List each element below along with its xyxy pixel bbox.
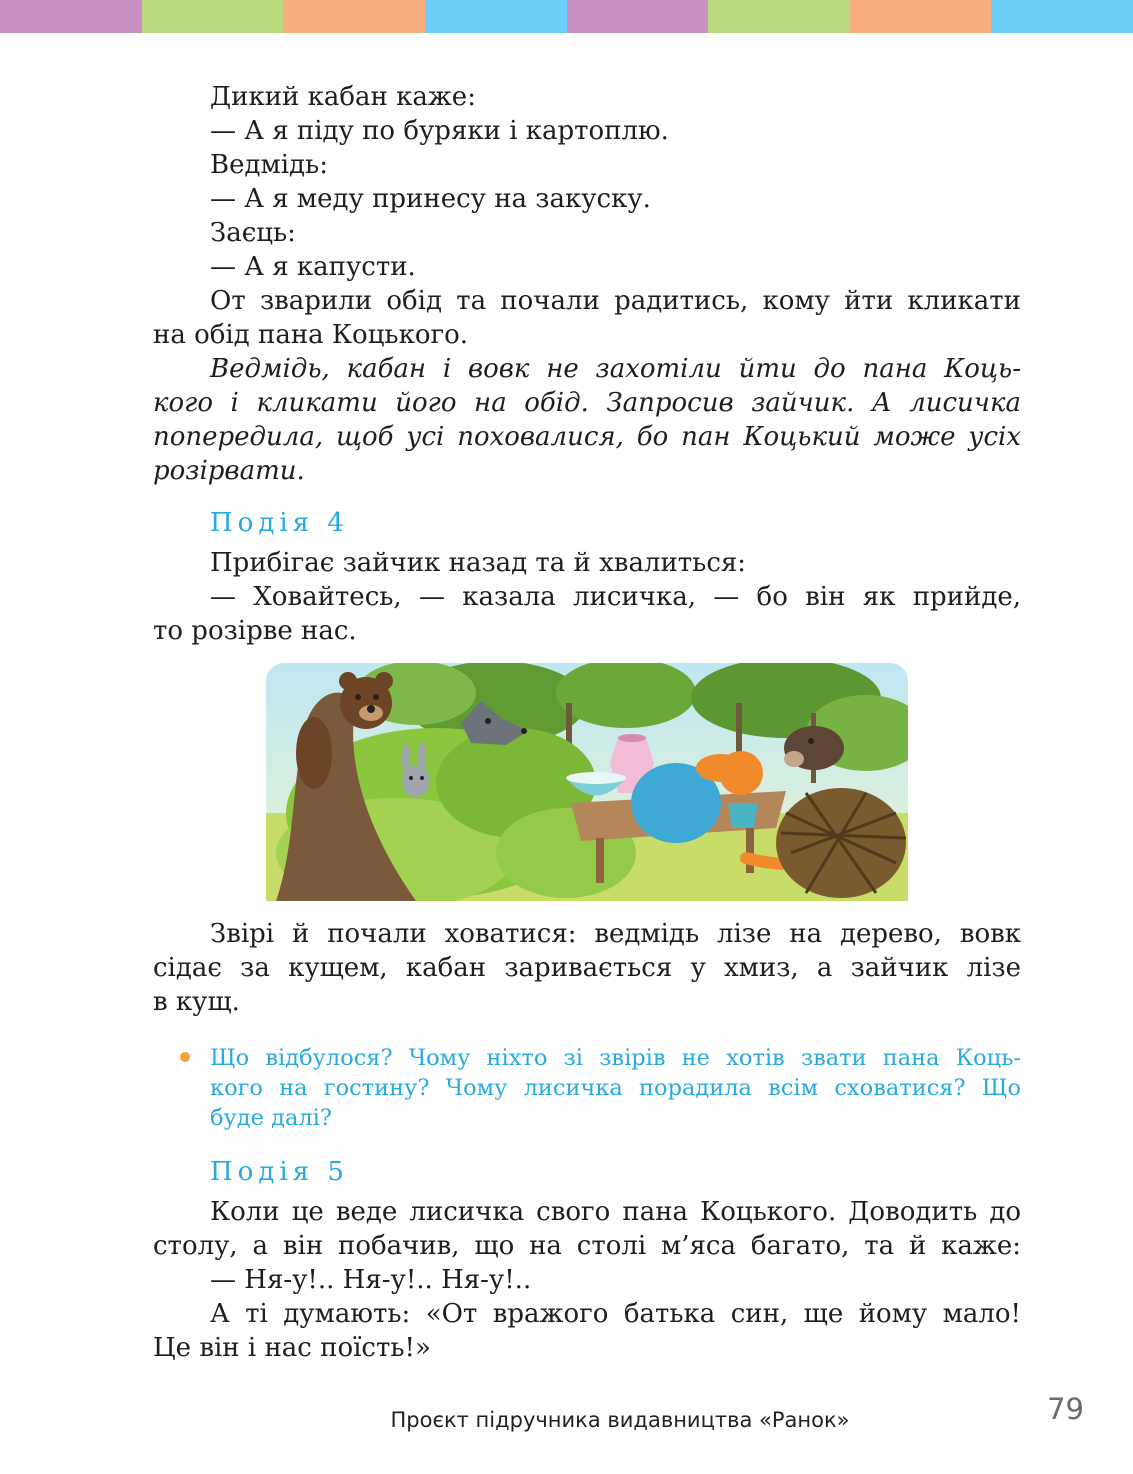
summary-line: Ведмідь, кабан і вовк не захотіли йти до пана Коць- xyxy=(210,354,1021,384)
text-line: столу, а він побачив, що на столі м’яса багато, та й каже: xyxy=(153,1231,1021,1261)
event-5-text xyxy=(153,1195,1021,1365)
text-line: Дикий кабан каже: xyxy=(210,82,476,112)
text-line: — Ховайтесь, — казала лисичка, — бо він як прийде, xyxy=(210,582,1021,612)
summary-line: розірвати. xyxy=(153,456,305,486)
question-line: буде далі? xyxy=(210,1105,332,1131)
text-line: От зварили обід та почали радитись, кому йти кликати xyxy=(210,286,1021,316)
stripe-7 xyxy=(850,0,992,33)
event-4-heading: Подія 4 xyxy=(210,508,349,538)
stripe-1 xyxy=(0,0,142,33)
text-line: А ті думають: «От вражого батька син, ще йому мало! xyxy=(210,1299,1021,1329)
text-line: Коли це веде лисичка свого пана Коцького. Доводить до xyxy=(210,1197,1021,1227)
stripe-3 xyxy=(283,0,425,33)
color-stripe-bar xyxy=(0,0,1133,33)
text-line: то розірве нас. xyxy=(153,616,357,646)
text-line: — А я меду принесу на закуску. xyxy=(210,184,651,214)
text-line: — А я піду по буряки і картоплю. xyxy=(210,116,669,146)
text-line: в кущ. xyxy=(153,987,240,1017)
text-line: Це він і нас поїсть!» xyxy=(153,1333,431,1363)
summary-paragraph xyxy=(153,352,1021,488)
discussion-question xyxy=(153,1043,1021,1133)
summary-line: попередила, щоб усі поховалися, бо пан Коцький може усіх xyxy=(153,422,1021,452)
dialogue-block xyxy=(153,80,1021,284)
bullet-icon xyxy=(180,1052,190,1062)
question-line: кого на гостину? Чому лисичка порадила всім сховатися? Що xyxy=(210,1075,1021,1101)
story-illustration xyxy=(266,663,908,901)
text-line: на обід пана Коцького. xyxy=(153,320,469,350)
question-line: Що відбулося? Чому ніхто зі звірів не хотів звати пана Коць- xyxy=(210,1045,1021,1071)
text-line: Ведмідь: xyxy=(210,150,328,180)
text-line: Звірі й почали ховатися: ведмідь лізе на дерево, вовк xyxy=(210,919,1021,949)
page-number: 79 xyxy=(1047,1392,1084,1426)
stripe-6 xyxy=(708,0,850,33)
stripe-5 xyxy=(567,0,709,33)
boar-icon xyxy=(784,726,844,770)
event-4-text xyxy=(153,546,1021,648)
text-line: — Ня-у!.. Ня-у!.. Ня-у!.. xyxy=(210,1265,532,1295)
stripe-2 xyxy=(142,0,284,33)
text-line: Заєць: xyxy=(210,218,296,248)
stripe-4 xyxy=(425,0,567,33)
text-line: Прибігає зайчик назад та й хвалиться: xyxy=(210,548,747,578)
text-line: — А я капусти. xyxy=(210,252,416,282)
event-5-heading: Подія 5 xyxy=(210,1157,349,1187)
stripe-8 xyxy=(991,0,1133,33)
summary-line: кого і кликати його на обід. Запросив зайчик. А лисичка xyxy=(153,388,1021,418)
narration-block xyxy=(153,284,1021,352)
hiding-paragraph xyxy=(153,917,1021,1019)
publisher-note: Проєкт підручника видавництва «Ранок» xyxy=(390,1408,850,1432)
cup-icon xyxy=(728,803,758,828)
brushwood-pile xyxy=(776,788,906,898)
text-line: сідає за кущем, кабан заривається у хмиз, а зайчик лізе xyxy=(153,953,1021,983)
